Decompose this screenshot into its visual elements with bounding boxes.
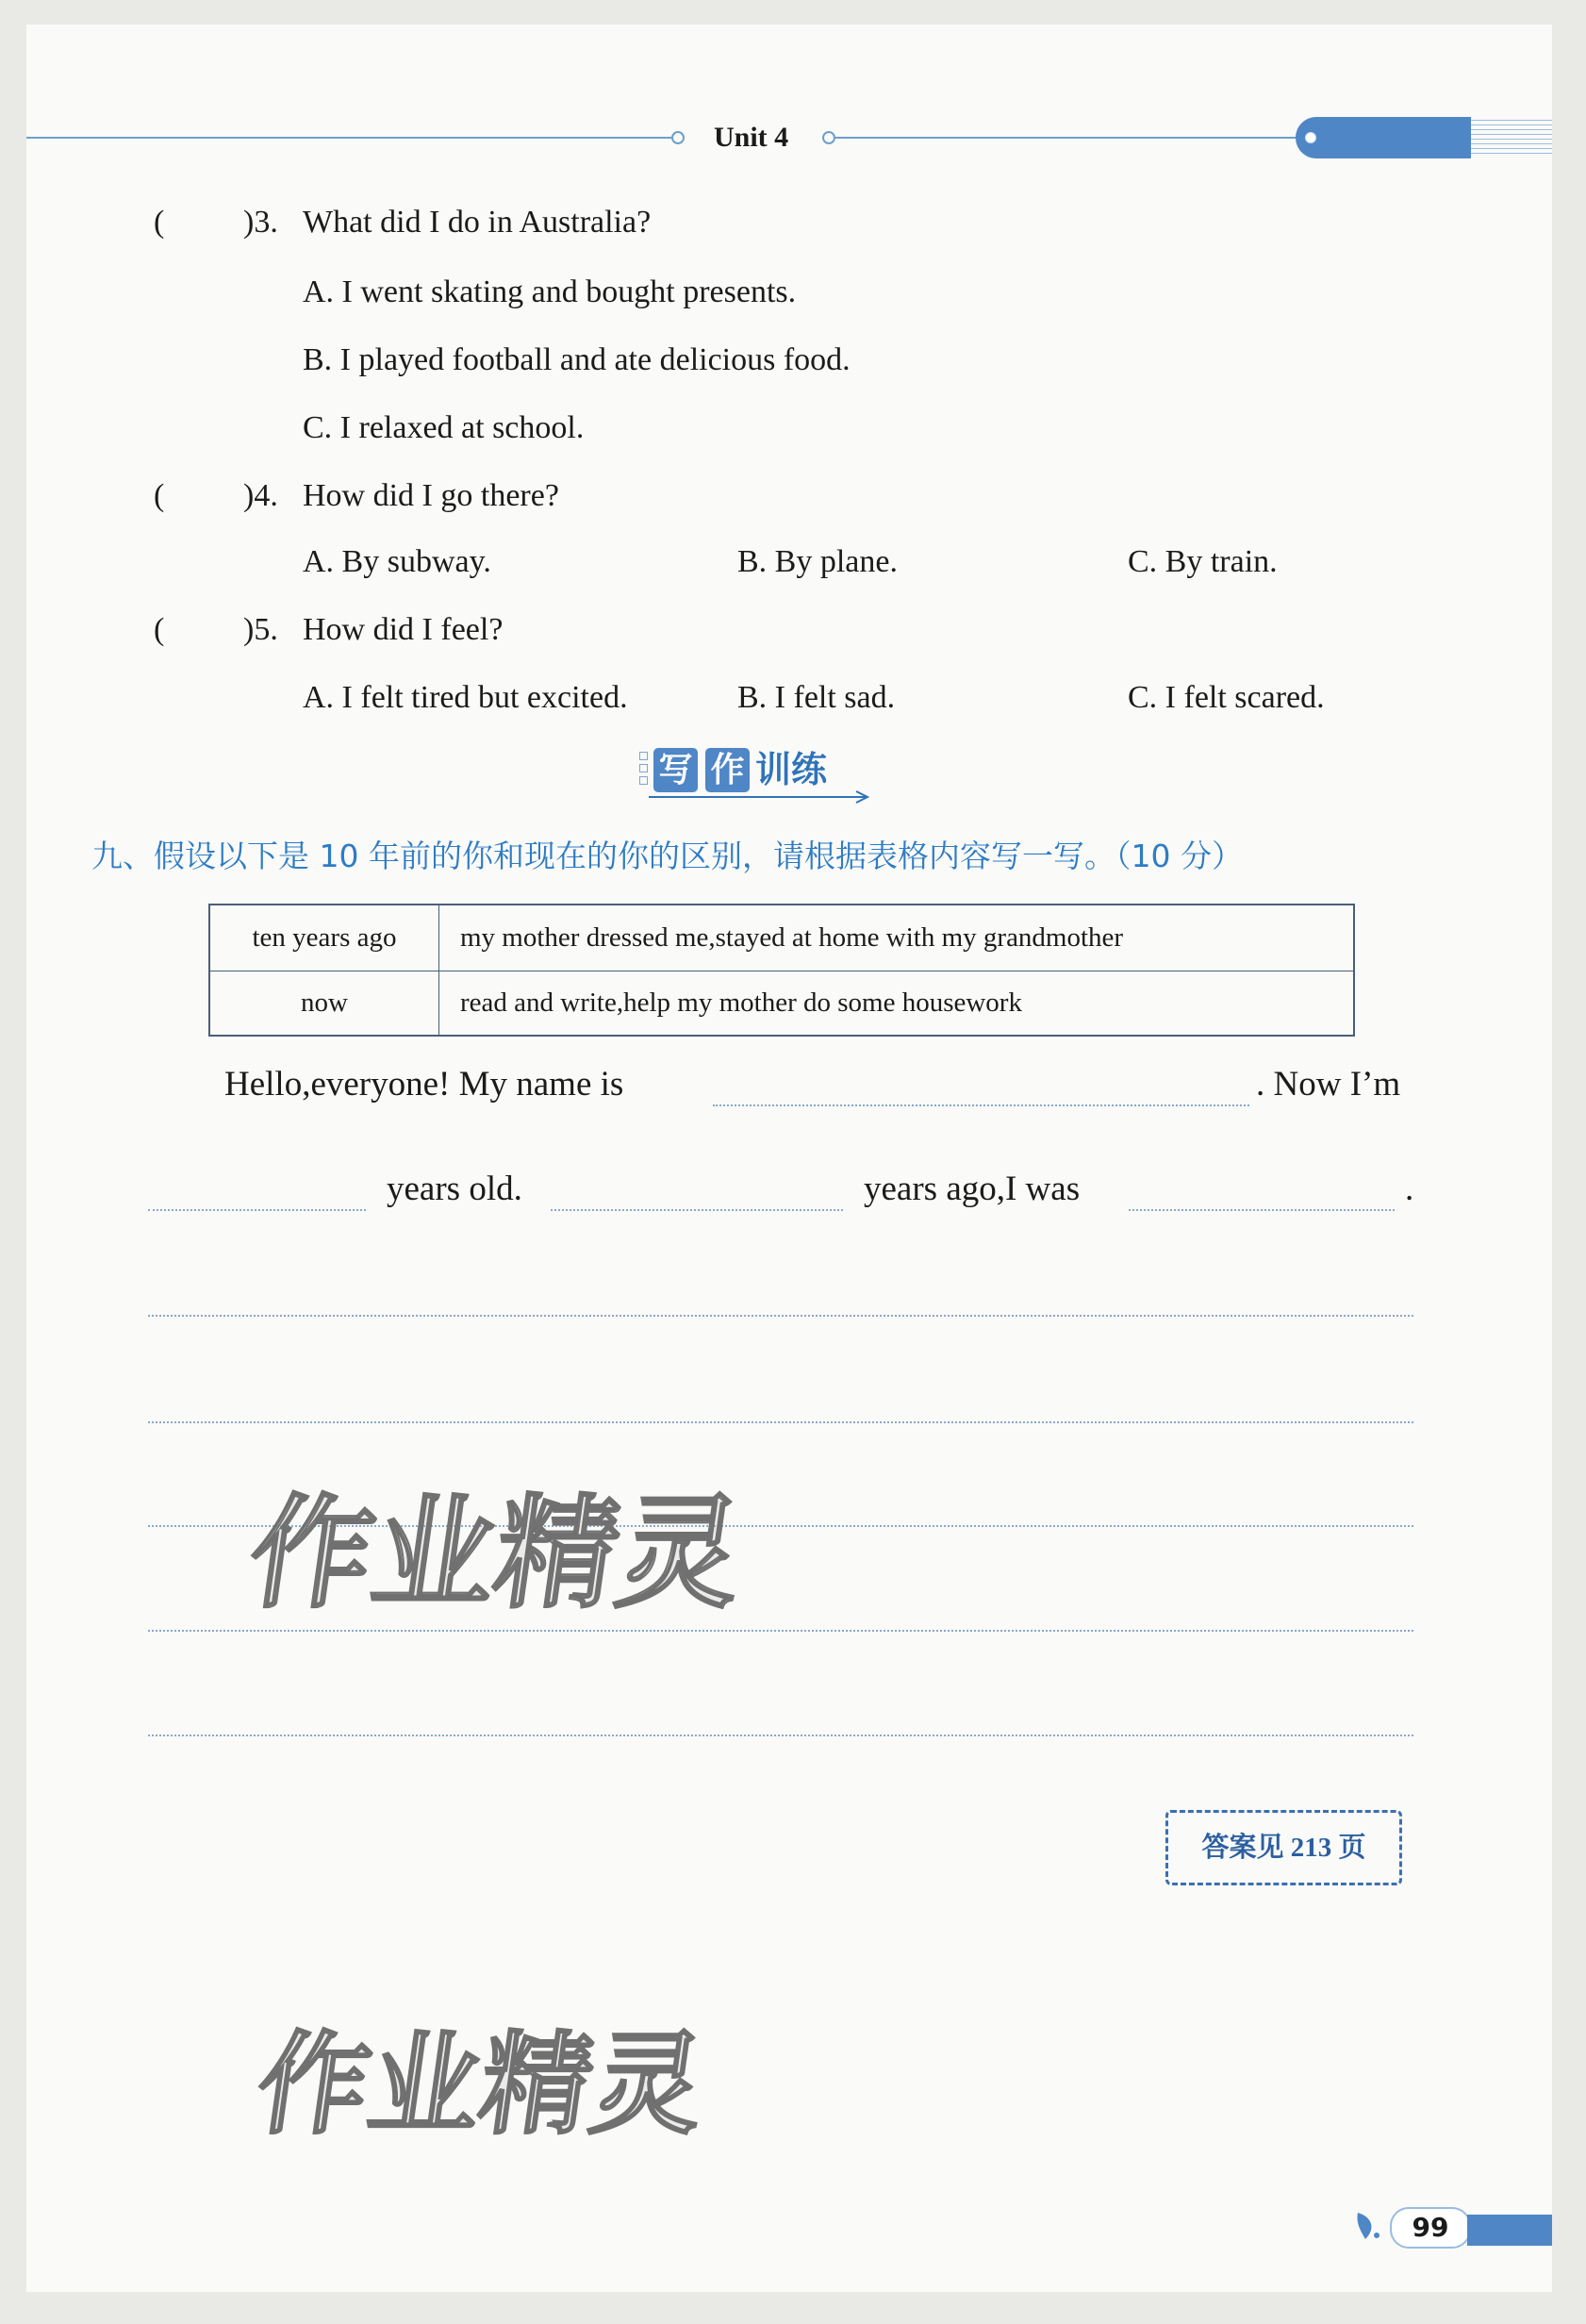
section-arrow-icon [647, 788, 873, 805]
age-blank [148, 1209, 366, 1211]
circle-ornament-icon [671, 131, 685, 144]
years-blank [551, 1209, 843, 1211]
option-b: B. I played football and ate delicious food. [303, 342, 851, 377]
option-b: B. By plane. [737, 544, 898, 579]
header-rule-left [26, 137, 671, 139]
answer-blank-open: ( [154, 205, 165, 240]
watermark: 作业精灵 [240, 1482, 752, 1625]
was-blank [1129, 1209, 1395, 1211]
table-row [209, 971, 1354, 1036]
question-text: How did I go there? [303, 478, 559, 513]
square-ornament-icon [639, 752, 648, 760]
circle-ornament-icon [822, 131, 835, 144]
writing-line [148, 1421, 1413, 1423]
writing-line [148, 1630, 1413, 1632]
prompt-line1-end: . Now I’m [1256, 1065, 1401, 1104]
square-ornament-icon [639, 776, 648, 785]
task-title: 九、假设以下是 10 年前的你和现在的你的区别，请根据表格内容写一写。（10 分） [91, 838, 1243, 874]
option-c: C. I relaxed at school. [303, 410, 585, 445]
header-stripes [1471, 120, 1552, 158]
unit-title: Unit 4 [714, 122, 789, 153]
prompt-years-old: years old. [387, 1170, 522, 1208]
option-a: A. I felt tired but excited. [303, 680, 628, 715]
page-number: 99 [1390, 2207, 1471, 2249]
header-rule-right [835, 137, 1297, 139]
header-tab [1296, 117, 1471, 158]
answer-blank-open: ( [154, 478, 165, 513]
question-number: )4. [243, 478, 278, 513]
table-cell-description: my mother dressed me,stayed at home with my grandmother [439, 905, 1355, 971]
banner-text: 训练 [755, 749, 828, 790]
question-text: How did I feel? [303, 612, 504, 647]
answer-blank-open: ( [154, 612, 165, 647]
table-row [209, 905, 1354, 971]
tab-dot-icon [1305, 132, 1316, 143]
watermark: 作业精灵 [249, 2019, 713, 2150]
option-c: C. I felt scared. [1128, 680, 1325, 715]
writing-line [148, 1735, 1413, 1736]
option-a: A. I went skating and bought presents. [303, 274, 797, 309]
comparison-table [208, 904, 1355, 1037]
option-a: A. By subway. [303, 544, 491, 579]
prompt-years-ago: years ago,I was [864, 1170, 1081, 1208]
leaf-icon [1354, 2209, 1382, 2243]
table-cell-period: now [209, 971, 439, 1036]
prompt-period: . [1405, 1170, 1414, 1208]
table-cell-period: ten years ago [209, 905, 439, 971]
writing-line [148, 1315, 1413, 1317]
banner-boxed-char: 作 [705, 748, 750, 792]
square-ornament-icon [639, 764, 648, 772]
question-number: )5. [243, 612, 278, 647]
banner-boxed-char: 写 [653, 748, 698, 792]
option-c: C. By train. [1128, 544, 1278, 579]
question-number: )3. [243, 205, 278, 240]
table-cell-description: read and write,help my mother do some housework [439, 971, 1355, 1036]
prompt-line1-start: Hello,everyone! My name is [224, 1065, 624, 1104]
question-text: What did I do in Australia? [303, 205, 652, 240]
page-number-bar [1467, 2215, 1552, 2246]
answer-reference: 答案见 213 页 [1165, 1810, 1402, 1885]
name-blank [713, 1104, 1249, 1106]
option-b: B. I felt sad. [737, 680, 896, 715]
